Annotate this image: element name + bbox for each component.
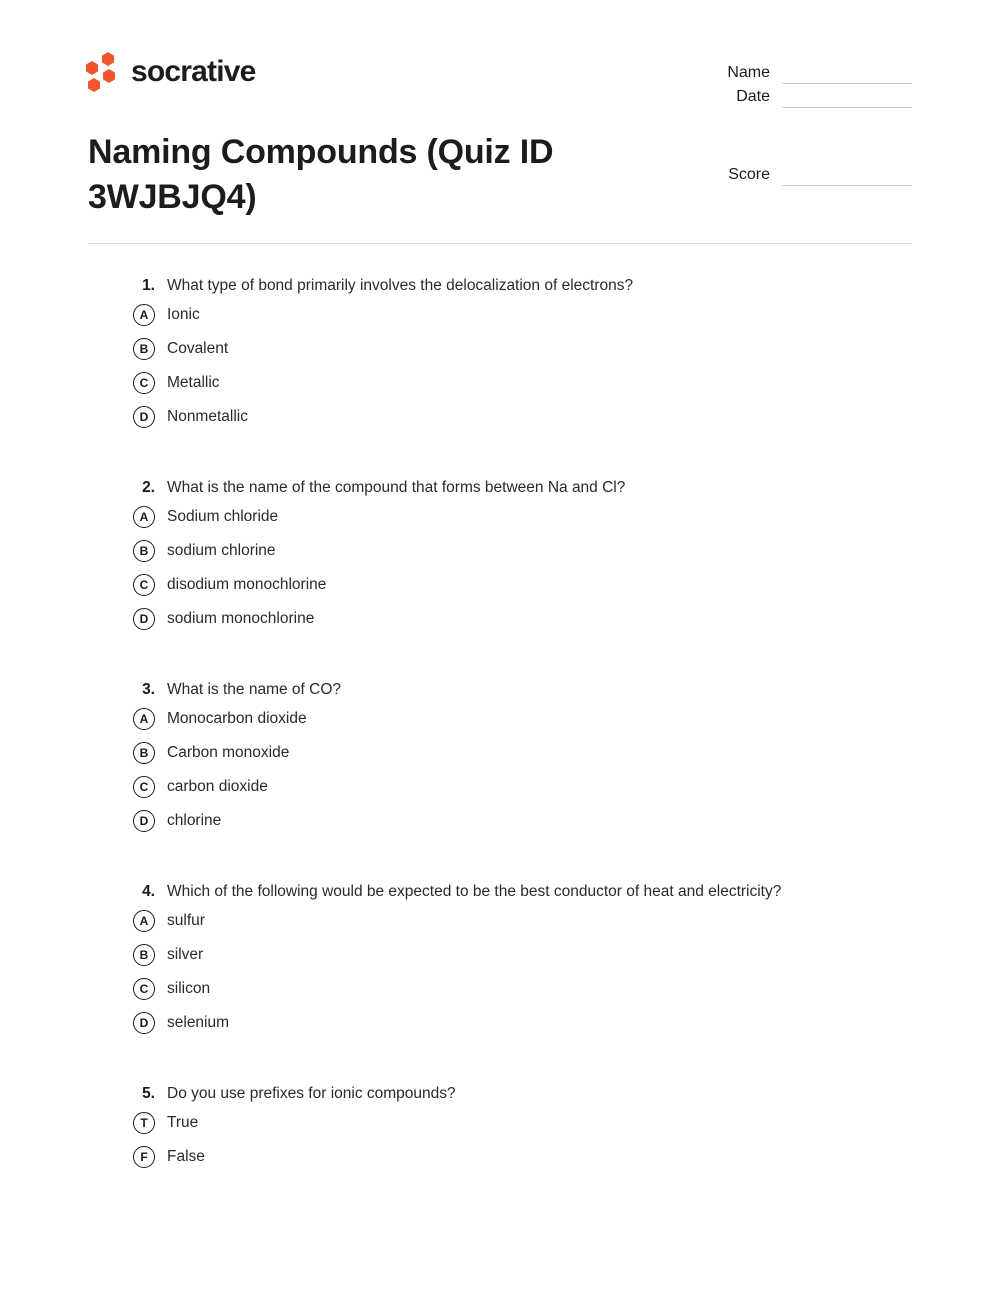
question-header [120, 882, 940, 902]
question-header [120, 1084, 940, 1104]
option-letter-circle: C [133, 372, 155, 394]
option-text: sulfur [167, 912, 205, 929]
question-text: What is the name of CO? [167, 681, 342, 698]
question-block [120, 478, 940, 630]
date-label: Date [736, 88, 770, 105]
name-blank-line [782, 64, 912, 84]
answer-option [120, 910, 940, 932]
answer-option [120, 540, 940, 562]
option-letter-circle: D [133, 608, 155, 630]
option-text: silver [167, 946, 204, 963]
option-letter-circle: F [133, 1146, 155, 1168]
option-letter-circle: C [133, 776, 155, 798]
answer-option [120, 506, 940, 528]
hexagon-icon [102, 52, 114, 66]
option-letter-circle: D [133, 1012, 155, 1034]
question-number: 4. [142, 883, 155, 900]
question-number: 5. [142, 1085, 155, 1102]
question-number: 3. [142, 681, 155, 698]
question-header [120, 276, 940, 296]
option-letter-circle: B [133, 742, 155, 764]
option-letter-circle: A [133, 910, 155, 932]
questions [120, 276, 940, 1168]
score-blank-line [782, 166, 912, 186]
option-text: Covalent [167, 340, 229, 357]
answer-option [120, 304, 940, 326]
answer-option [120, 406, 940, 428]
hexagon-icon [86, 61, 98, 75]
answer-option [120, 338, 940, 360]
question-header [120, 680, 940, 700]
name-label: Name [727, 64, 770, 81]
score-field [724, 162, 912, 186]
option-text: Monocarbon dioxide [167, 710, 307, 727]
answer-option [120, 372, 940, 394]
question-text: What is the name of the compound that forms between Na and Cl? [167, 479, 626, 496]
option-text: Ionic [167, 306, 200, 323]
option-text: Nonmetallic [167, 408, 248, 425]
option-text: Metallic [167, 374, 220, 391]
date-blank-line [782, 88, 912, 108]
name-date-fields [724, 60, 912, 108]
answer-option [120, 1112, 940, 1134]
option-text: Sodium chloride [167, 508, 279, 525]
answer-option [120, 978, 940, 1000]
option-letter-circle: D [133, 810, 155, 832]
score-field-row [724, 162, 912, 186]
name-field-row [724, 60, 912, 84]
socrative-logo [86, 52, 256, 92]
answer-option [120, 708, 940, 730]
option-text: Carbon monoxide [167, 744, 290, 761]
question-block [120, 276, 940, 428]
question-text: What type of bond primarily involves the delocalization of electrons? [167, 277, 634, 294]
option-letter-circle: A [133, 506, 155, 528]
hexagon-icon [88, 78, 100, 92]
answer-option [120, 608, 940, 630]
page-title: Naming Compounds (Quiz ID 3WJBJQ4) [88, 133, 554, 216]
hexagon-icon [103, 69, 115, 83]
option-text: chlorine [167, 812, 222, 829]
option-letter-circle: C [133, 978, 155, 1000]
option-text: silicon [167, 980, 211, 997]
option-letter-circle: B [133, 944, 155, 966]
option-letter-circle: D [133, 406, 155, 428]
brand-wordmark: socrative [131, 55, 256, 88]
question-number: 1. [142, 277, 155, 294]
option-text: True [167, 1114, 199, 1131]
date-field-row [724, 84, 912, 108]
answer-option [120, 776, 940, 798]
question-text: Do you use prefixes for ionic compounds? [167, 1085, 456, 1102]
header-divider [88, 243, 912, 244]
question-number: 2. [142, 479, 155, 496]
question-block [120, 680, 940, 832]
answer-option [120, 1146, 940, 1168]
option-text: selenium [167, 1014, 230, 1031]
question-block [120, 1084, 940, 1168]
option-text: sodium monochlorine [167, 610, 315, 627]
option-text: carbon dioxide [167, 778, 268, 795]
hexagon-cluster-icon [86, 52, 116, 92]
option-text: sodium chlorine [167, 542, 276, 559]
option-letter-circle: B [133, 338, 155, 360]
score-label: Score [728, 166, 770, 183]
question-text: Which of the following would be expected to be the best conductor of heat and electricity? [167, 883, 782, 900]
answer-option [120, 944, 940, 966]
question-header [120, 478, 940, 498]
option-letter-circle: T [133, 1112, 155, 1134]
option-letter-circle: C [133, 574, 155, 596]
option-letter-circle: B [133, 540, 155, 562]
question-block [120, 882, 940, 1034]
option-text: False [167, 1148, 205, 1165]
answer-option [120, 1012, 940, 1034]
option-text: disodium monochlorine [167, 576, 327, 593]
answer-option [120, 742, 940, 764]
option-letter-circle: A [133, 304, 155, 326]
option-letter-circle: A [133, 708, 155, 730]
answer-option [120, 574, 940, 596]
answer-option [120, 810, 940, 832]
